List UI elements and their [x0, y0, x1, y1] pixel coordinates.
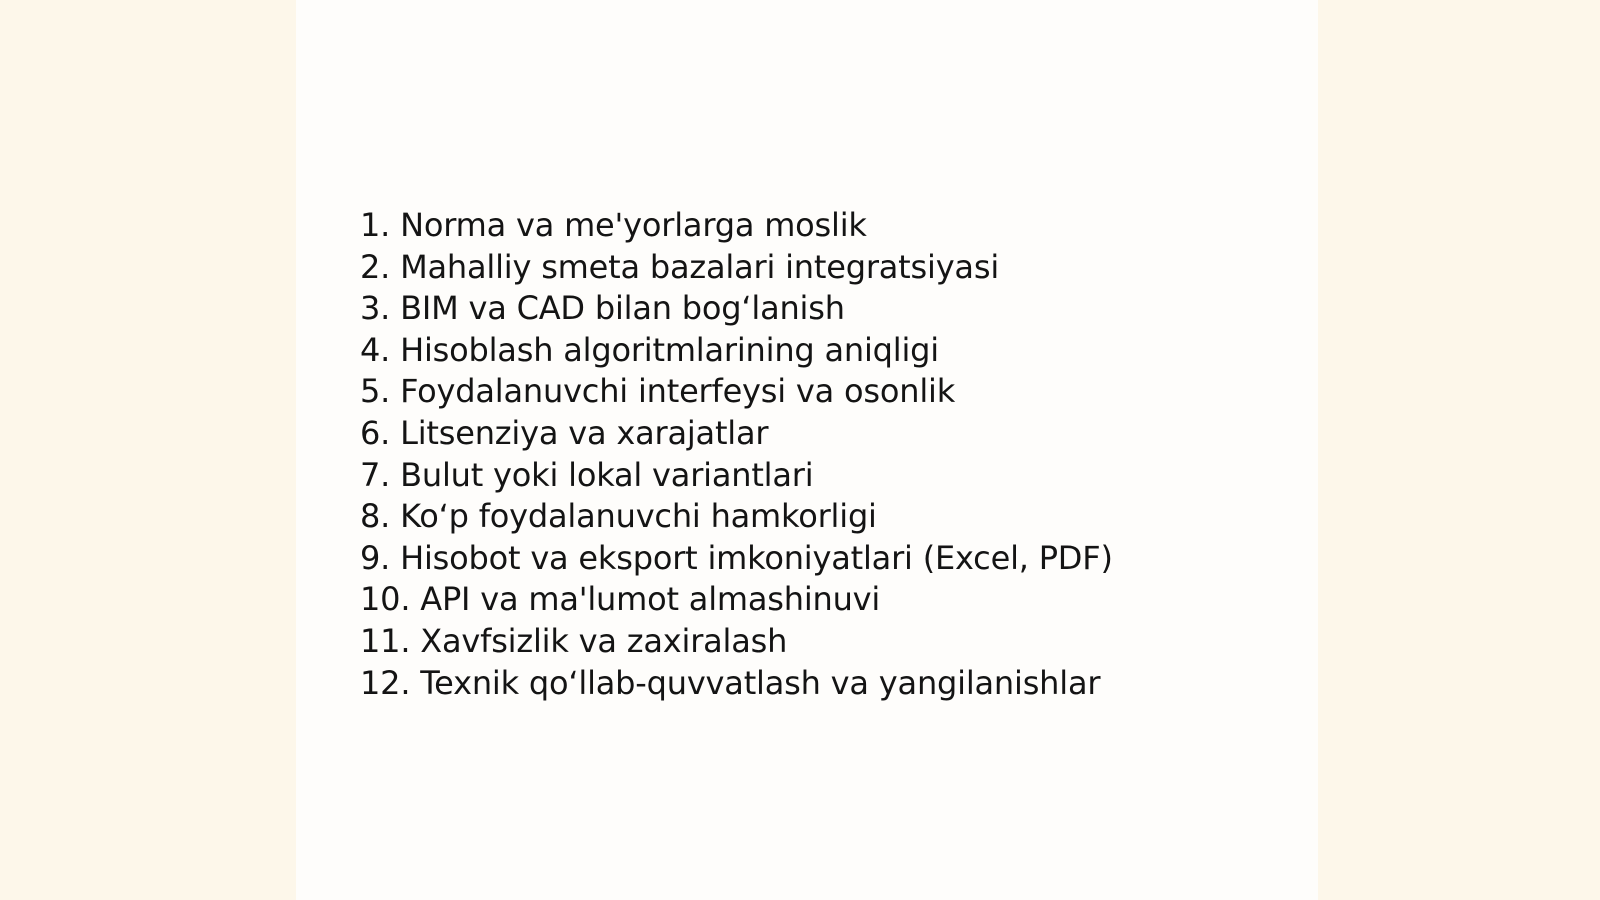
list-item: 10. API va ma'lumot almashinuvi	[360, 580, 881, 619]
list-item: 4. Hisoblash algoritmlarining aniqligi	[360, 330, 939, 369]
document-page	[296, 0, 1318, 900]
list-item: 1. Norma va me'yorlarga moslik	[360, 206, 867, 244]
list-item: 9. Hisobot va eksport imkoniyatlari (Excel, PDF)	[360, 538, 1113, 577]
list-item: 7. Bulut yoki lokal variantlari	[360, 455, 814, 494]
criteria-list	[360, 205, 1113, 704]
list-item: 5. Foydalanuvchi interfeysi va osonlik	[360, 372, 956, 411]
list-item: 12. Texnik qo‘llab-quvvatlash va yangilanishlar	[360, 663, 1101, 702]
list-item: 2. Mahalliy smeta bazalari integratsiyasi	[360, 247, 1000, 286]
list-item: 8. Ko‘p foydalanuvchi hamkorligi	[360, 497, 877, 536]
list-item: 6. Litsenziya va xarajatlar	[360, 413, 769, 452]
list-item: 3. BIM va CAD bilan bog‘lanish	[360, 289, 845, 328]
list-item: 11. Xavfsizlik va zaxiralash	[360, 621, 788, 660]
